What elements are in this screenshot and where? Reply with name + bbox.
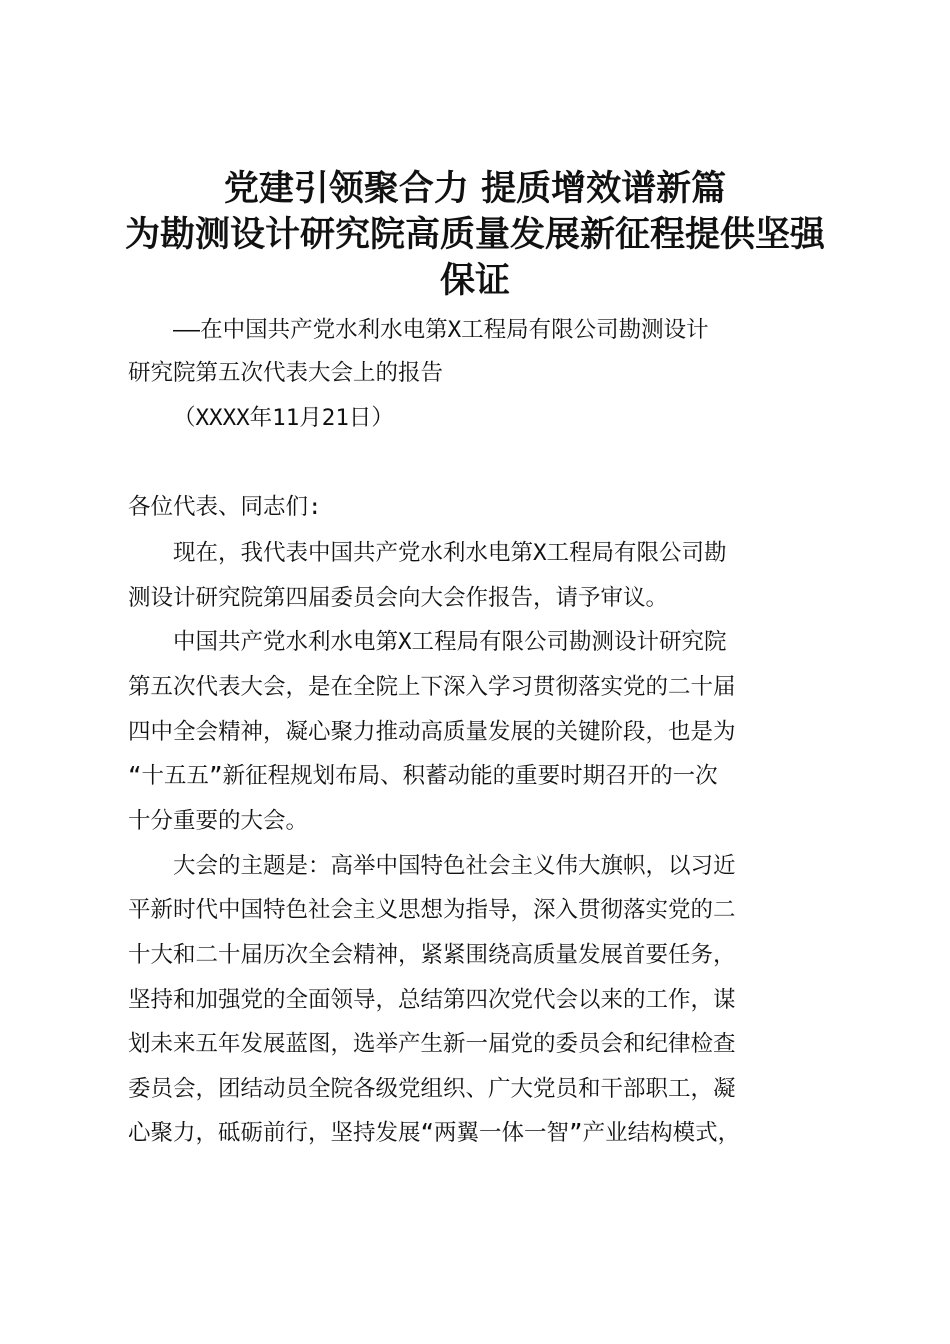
body-line: “十五五”新征程规划布局、积蓄动能的重要时期召开的一次 <box>128 763 718 789</box>
subtitle-line-1: ——在中国共产党水利水电第X工程局有限公司勘测设计 <box>173 317 709 343</box>
subtitle-line-2: 研究院第五次代表大会上的报告 <box>128 360 444 386</box>
body-line: 十分重要的大会。 <box>128 808 309 834</box>
body-line: 测设计研究院第四届委员会向大会作报告，请予审议。 <box>128 585 669 611</box>
body-line: 现在，我代表中国共产党水利水电第X工程局有限公司勘 <box>173 540 727 566</box>
title-line-1: 党建引领聚合力 提质增效谱新篇 <box>223 168 727 209</box>
title-line-2: 为勘测设计研究院高质量发展新征程提供坚强 <box>124 214 825 255</box>
body-line: 十大和二十届历次全会精神，紧紧围绕高质量发展首要任务， <box>128 942 736 968</box>
body-line: 四中全会精神，凝心聚力推动高质量发展的关键阶段，也是为 <box>128 719 736 745</box>
body-line: 坚持和加强党的全面领导，总结第四次党代会以来的工作，谋 <box>128 987 736 1013</box>
salutation: 各位代表、同志们: <box>128 494 322 520</box>
body-line: 平新时代中国特色社会主义思想为指导，深入贯彻落实党的二 <box>128 897 736 923</box>
body-line: 委员会，团结动员全院各级党组织、广大党员和干部职工，凝 <box>128 1076 736 1102</box>
body-line: 第五次代表大会，是在全院上下深入学习贯彻落实党的二十届 <box>128 674 736 700</box>
body-line: 划未来五年发展蓝图，选举产生新一届党的委员会和纪律检查 <box>128 1031 736 1057</box>
title-line-3: 保证 <box>439 260 510 301</box>
body-line: 中国共产党水利水电第X工程局有限公司勘测设计研究院 <box>173 629 727 655</box>
report-date: （XXXX年11月21日） <box>173 405 394 431</box>
body-line: 大会的主题是：高举中国特色社会主义伟大旗帜，以习近 <box>173 853 736 879</box>
body-line: 心聚力，砥砺前行，坚持发展“两翼一体一智”产业结构模式， <box>128 1120 741 1146</box>
